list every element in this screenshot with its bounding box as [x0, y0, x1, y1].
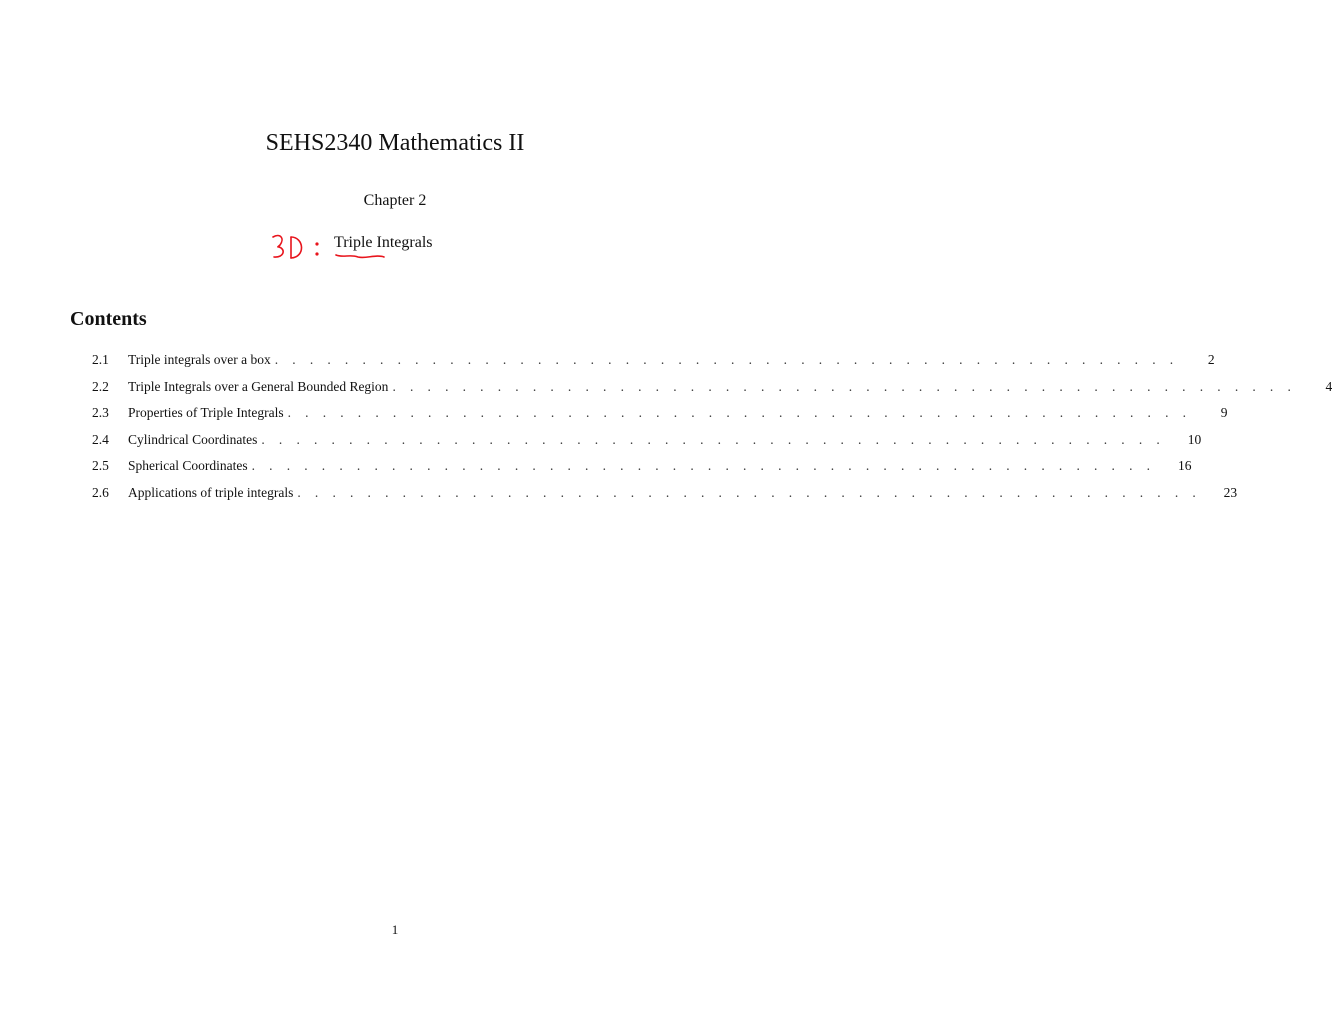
- toc-entry[interactable]: [92, 484, 1238, 512]
- toc-entry-number: 2.6: [92, 484, 109, 500]
- toc-entry-title: Spherical Coordinates: [128, 458, 248, 473]
- toc-entry-title: Triple Integrals over a General Bounded Region: [128, 378, 389, 394]
- toc-entry-number: 2.5: [92, 458, 109, 473]
- toc-entry-number: 2.2: [92, 378, 109, 394]
- contents-heading: Contents: [70, 308, 147, 330]
- toc-leader-dots: . . . . . . . . . . . . . . . . . . . . . . . . . . . . . . . . . . . . . . . . . . . . . . . . . . . .: [297, 484, 1202, 500]
- toc-leader-dots: . . . . . . . . . . . . . . . . . . . . . . . . . . . . . . . . . . . . . . . . . . . . . . . . . . . .: [261, 431, 1166, 447]
- toc-entry-page: 16: [1177, 458, 1192, 473]
- toc-entry-page: 9: [1220, 405, 1228, 420]
- toc-entry-title: Triple integrals over a box: [128, 352, 271, 367]
- toc-leader-dots: . . . . . . . . . . . . . . . . . . . . . . . . . . . . . . . . . . . . . . . . . . . . . . . . . . . .: [251, 458, 1156, 473]
- toc-entry-page: 2: [1207, 352, 1215, 367]
- toc-entry-number: 2.1: [92, 352, 109, 367]
- toc-entry[interactable]: [92, 405, 1228, 432]
- toc-entry[interactable]: [92, 458, 1192, 485]
- toc-entry-page: 4: [1325, 378, 1332, 394]
- toc-entry-number: 2.4: [92, 431, 109, 447]
- toc-entry-page: 23: [1223, 484, 1238, 500]
- toc-entry-title: Cylindrical Coordinates: [128, 431, 258, 447]
- toc-entry-page: 10: [1187, 431, 1202, 447]
- page-number: 1: [391, 922, 399, 937]
- table-of-contents: [92, 352, 1332, 511]
- toc-leader-dots: . . . . . . . . . . . . . . . . . . . . . . . . . . . . . . . . . . . . . . . . . . . . . . . . . . . .: [287, 405, 1192, 420]
- subtitle-text: Triple Integrals: [334, 234, 433, 251]
- toc-entry[interactable]: [92, 352, 1215, 379]
- chapter-label: Chapter 2: [363, 192, 427, 209]
- toc-entry-title: Properties of Triple Integrals: [128, 405, 284, 420]
- toc-leader-dots: . . . . . . . . . . . . . . . . . . . . . . . . . . . . . . . . . . . . . . . . . . . . . . . . . . . .: [392, 378, 1297, 394]
- toc-entry[interactable]: [92, 378, 1332, 406]
- toc-leader-dots: . . . . . . . . . . . . . . . . . . . . . . . . . . . . . . . . . . . . . . . . . . . . . . . . . . . .: [274, 352, 1179, 367]
- subtitle-block: [268, 232, 528, 268]
- document-title: SEHS2340 Mathematics II: [265, 130, 525, 156]
- toc-entry-title: Applications of triple integrals: [128, 484, 294, 500]
- toc-entry-number: 2.3: [92, 405, 109, 420]
- toc-entry[interactable]: [92, 431, 1202, 459]
